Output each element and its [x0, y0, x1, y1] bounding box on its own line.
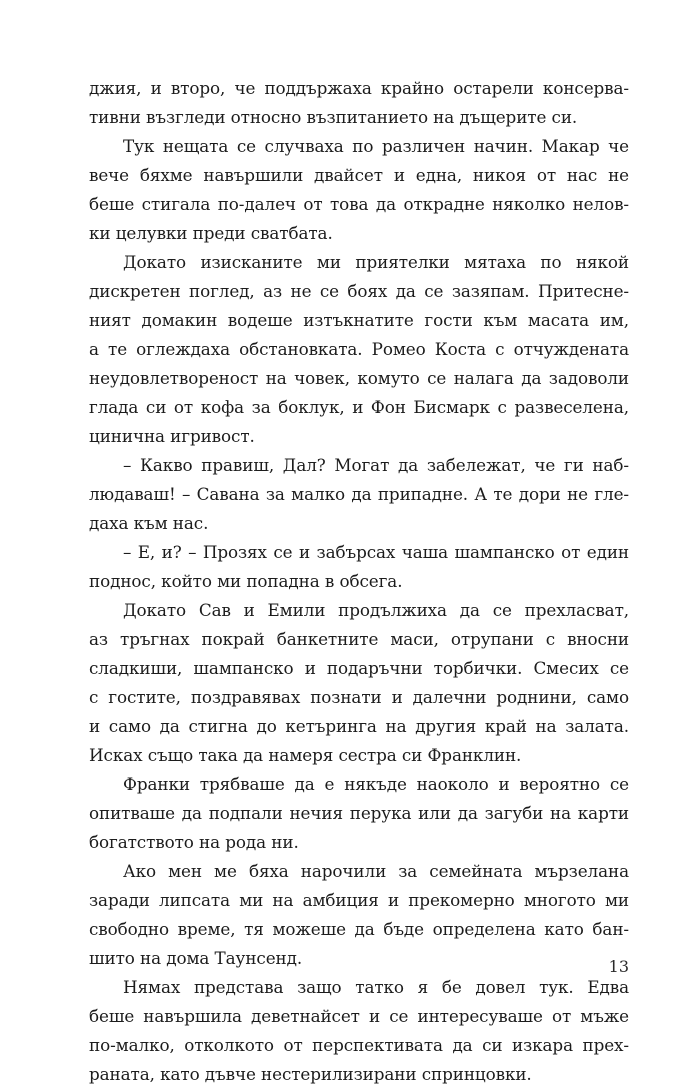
text-line: вече бяхме навършили двайсет и една, никоя от нас не	[89, 165, 629, 185]
paragraph	[89, 538, 629, 596]
paragraph	[89, 596, 629, 770]
text-line: опитваше да подпали нечия перука или да загуби на карти	[89, 803, 629, 823]
text-line: поднос, който ми попадна в обсега.	[89, 571, 403, 591]
text-line: тивни възгледи относно възпитанието на дъщерите си.	[89, 107, 578, 127]
text-line: ният домакин водеше изтъкнатите гости към масата им,	[89, 310, 629, 330]
text-line: людаваш! – Савана за малко да припадне. А те дори не гле-	[89, 484, 629, 504]
text-line: неудовлетвореност на човек, комуто се налага да задоволи	[89, 368, 629, 388]
text-line: глада си от кофа за боклук, и Фон Бисмарк с развеселена,	[89, 397, 629, 417]
text-line: Франки трябваше да е някъде наоколо и вероятно се	[123, 774, 629, 794]
text-line: ки целувки преди сватбата.	[89, 223, 333, 243]
paragraph	[89, 74, 629, 132]
text-line: беше стигала по-далеч от това да открадне няколко нелов-	[89, 194, 629, 214]
text-line: богатството на рода ни.	[89, 832, 299, 852]
paragraph	[89, 973, 629, 1089]
text-line: свободно време, тя можеше да бъде определена като бан-	[89, 919, 629, 939]
text-line: сладкиши, шампанско и подаръчни торбички. Смесих се	[89, 658, 629, 678]
text-line: Докато Сав и Емили продължиха да се прехласват,	[123, 600, 629, 620]
paragraph	[89, 132, 629, 248]
page-number: 13	[608, 957, 629, 976]
text-line: аз тръгнах покрай банкетните маси, отрупани с вносни	[89, 629, 629, 649]
text-line: беше навършила деветнайсет и се интересуваше от мъже	[89, 1006, 629, 1026]
text-line: Нямах представа защо татко я бе довел тук. Едва	[123, 977, 629, 997]
text-line: шито на дома Таунсенд.	[89, 948, 303, 968]
paragraph	[89, 248, 629, 451]
text-line: джия, и второ, че поддържаха крайно остарели консерва-	[89, 78, 629, 98]
text-line: Исках също така да намеря сестра си Франклин.	[89, 745, 522, 765]
text-line: Ако мен ме бяха нарочили за семейната мързелана	[123, 861, 629, 881]
text-line: Тук нещата се случваха по различен начин. Макар че	[123, 136, 629, 156]
text-line: а те оглеждаха обстановката. Ромео Коста с отчуждената	[89, 339, 629, 359]
text-line: даха към нас.	[89, 513, 209, 533]
paragraph	[89, 451, 629, 538]
text-line: – Какво правиш, Дал? Могат да забележат, че ги наб-	[123, 455, 629, 475]
paragraph	[89, 857, 629, 973]
text-line: по-малко, отколкото от перспективата да си изкара прех-	[89, 1035, 629, 1055]
text-line: дискретен поглед, аз не се боях да се зазяпам. Притесне-	[89, 281, 629, 301]
text-line: цинична игривост.	[89, 426, 255, 446]
page-body	[89, 74, 629, 1089]
text-line: с гостите, поздравявах познати и далечни роднини, само	[89, 687, 629, 707]
text-line: раната, като дъвче нестерилизирани спринцовки.	[89, 1064, 532, 1084]
text-line: – Е, и? – Прозях се и забърсах чаша шампанско от един	[123, 542, 629, 562]
text-line: заради липсата ми на амбиция и прекомерно многото ми	[89, 890, 629, 910]
paragraph	[89, 770, 629, 857]
text-line: Докато изисканите ми приятелки мятаха по някой	[123, 252, 629, 272]
text-line: и само да стигна до кетъринга на другия край на залата.	[89, 716, 629, 736]
